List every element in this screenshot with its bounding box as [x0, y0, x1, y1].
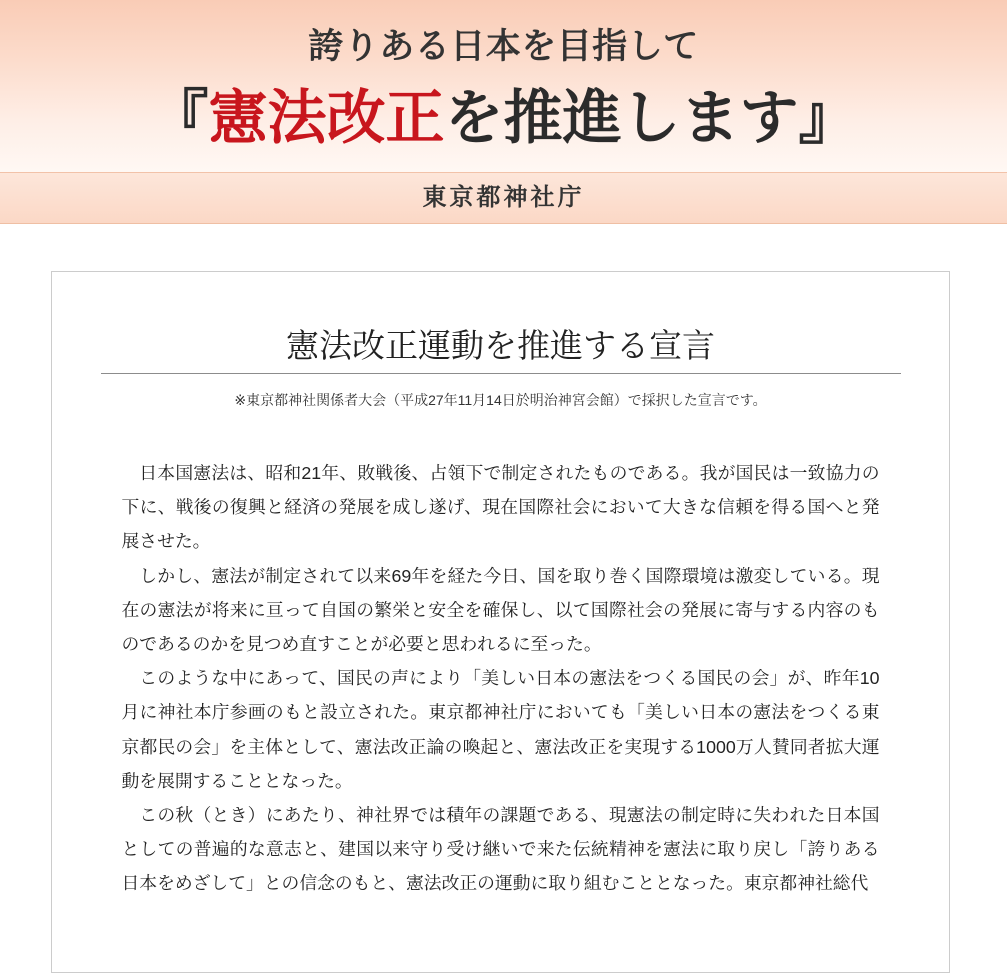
header-subtitle: 誇りある日本を目指して: [308, 27, 699, 66]
declaration-paragraph: このような中にあって、国民の声により「美しい日本の憲法をつくる国民の会」が、昨年10月に神社本庁参画のもと設立された。東京都神社庁においても「美しい日本の憲法をつくる東京都民の会」を主体として、憲法改正論の喚起と、憲法改正を実現する1000万人賛同者拡大運動を展開することとなった。: [121, 668, 880, 791]
declaration-note: ※東京都神社関係者大会（平成27年11月14日於明治神宮会館）で採択した宣言です。: [234, 392, 767, 408]
declaration-body: [122, 456, 880, 901]
organization-band: [0, 172, 1007, 224]
declaration-heading: 憲法改正運動を推進する宣言: [101, 326, 901, 374]
title-rest: を推進します: [444, 85, 799, 151]
title-bracket-close: 』: [798, 85, 858, 151]
declaration-paragraph: 日本国憲法は、昭和21年、敗戦後、占領下で制定されたものである。我が国民は一致協力の下に、戦後の復興と経済の発展を成し遂げ、現在国際社会において大きな信頼を得る国へと発展させた。: [121, 463, 880, 552]
header-title: [0, 78, 1007, 158]
title-bracket-open: 『: [149, 85, 209, 151]
declaration-paragraph: しかし、憲法が制定されて以来69年を経た今日、国を取り巻く国際環境は激変している。現在の憲法が将来に亘って自国の繁栄と安全を確保し、以て国際社会の発展に寄与する内容のものであるのかを見つめ直すことが必要と思われるに至った。: [121, 565, 880, 655]
title-highlight: 憲法改正: [208, 85, 445, 151]
declaration-box: [51, 271, 950, 973]
page-header: [0, 0, 1007, 172]
declaration-paragraph: この秋（とき）にあたり、神社界では積年の課題である、現憲法の制定時に失われた日本国としての普遍的な意志と、建国以来守り受け継いで来た伝統精神を憲法に取り戻し「誇りある日本をめざして」との信念のもと、憲法改正の運動に取り組むこととなった。東京都神社総代: [121, 805, 880, 894]
organization-name: 東京都神社庁: [422, 185, 585, 211]
